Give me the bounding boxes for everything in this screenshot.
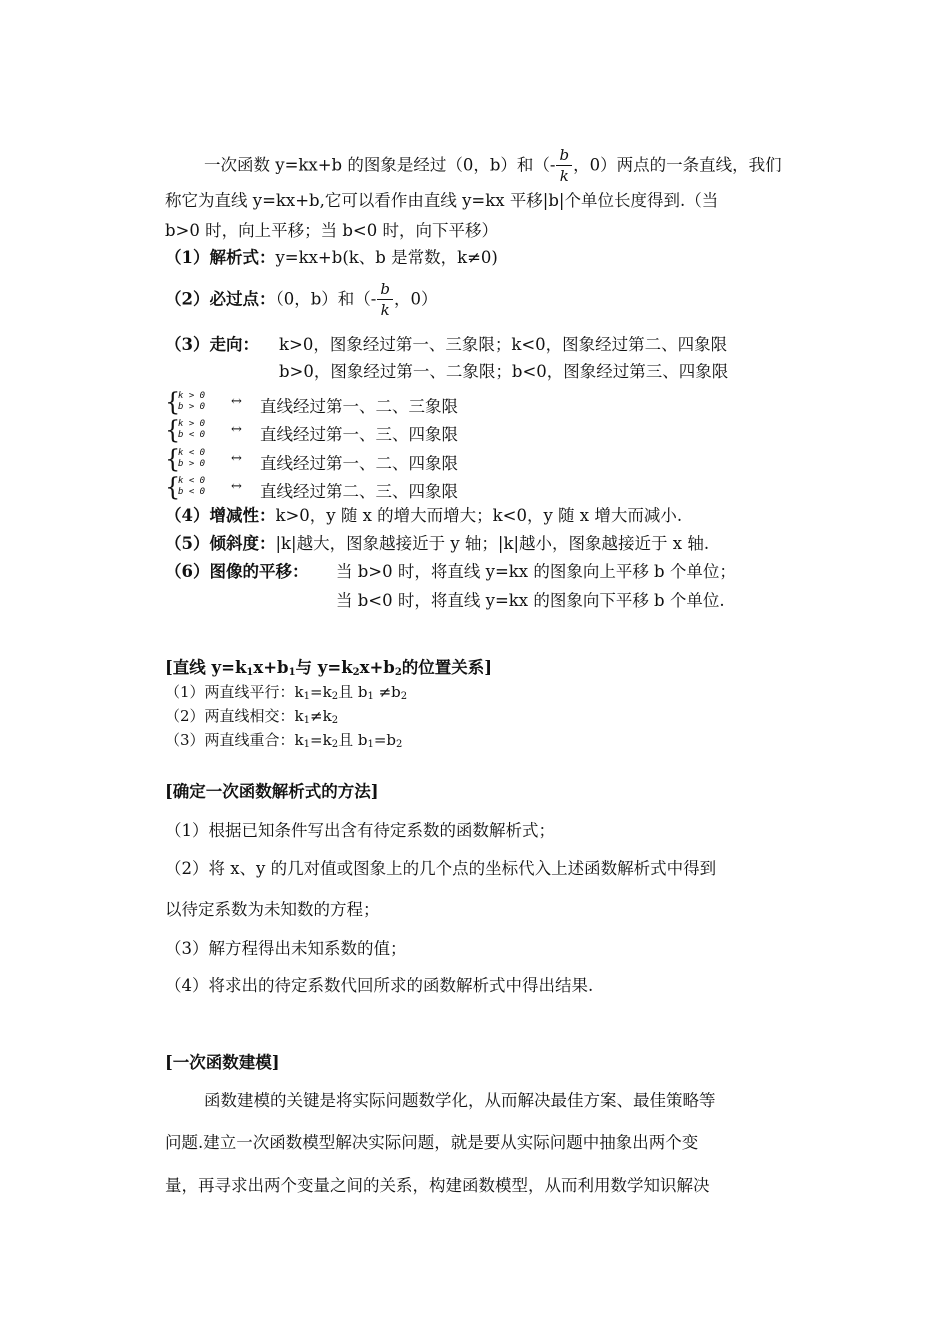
fraction-numerator: b — [556, 148, 572, 166]
heading-text: x+b — [359, 658, 395, 677]
direction-line-k: k>0，图象经过第一、三象限；k<0，图象经过第二、四象限 — [279, 335, 728, 354]
property-monotonicity — [165, 508, 682, 525]
subscript: 1 — [367, 739, 374, 750]
quadrant-text: 直线经过第二、三、四象限 — [260, 482, 458, 501]
condition-b: b > 0 — [178, 459, 206, 469]
quadrant-text: 直线经过第一、二、三象限 — [260, 397, 458, 416]
relation-text: ≠b — [373, 683, 401, 701]
property-direction — [165, 337, 259, 354]
subscript: 1 — [303, 739, 311, 750]
heading-text: x+b — [253, 658, 289, 677]
model-heading: [一次函数建模] — [165, 1053, 280, 1072]
method-step-4: （4）将求出的待定系数代回所求的函数解析式中得出结果. — [165, 976, 594, 995]
double-arrow-icon: ↔ — [231, 394, 242, 409]
heading-text: 的位置关系] — [401, 658, 493, 677]
model-line-3: 量，再寻求出两个变量之间的关系，构建函数模型，从而利用数学知识解决 — [165, 1176, 710, 1195]
property-text: y=kx+b(k、b 是常数，k≠0) — [275, 248, 498, 267]
intro-text: 一次函数 y=kx+b 的图象是经过（0，b）和（- — [204, 155, 556, 175]
relation-text: 且 b — [338, 731, 368, 749]
condition-b: b < 0 — [178, 430, 206, 440]
property-label: （2）必过点： — [165, 289, 276, 309]
heading-text: [直线 y=k — [165, 658, 247, 677]
heading-text: 与 y=k — [295, 658, 353, 677]
intro-line-3: b>0 时，向上平移；当 b<0 时，向下平移） — [165, 221, 499, 240]
property-label: （3）走向： — [165, 335, 259, 354]
translation-line-down: 当 b<0 时，将直线 y=kx 的图象向下平移 b 个单位. — [336, 591, 725, 610]
condition-k: k < 0 — [178, 448, 206, 458]
double-arrow-icon: ↔ — [231, 451, 242, 466]
quadrant-text: 直线经过第一、三、四象限 — [260, 425, 458, 444]
translation-line-up: 当 b>0 时，将直线 y=kx 的图象向上平移 b 个单位； — [336, 562, 736, 581]
relation-text: ≠k — [310, 707, 332, 725]
fraction-b-over-k — [556, 148, 572, 184]
property-label: （6）图像的平移： — [165, 562, 309, 581]
method-heading: [确定一次函数解析式的方法] — [165, 782, 379, 801]
relation-text: （2）两直线相交：k — [165, 707, 304, 725]
model-line-2: 问题.建立一次函数模型解决实际问题，就是要从实际问题中抽象出两个变 — [165, 1133, 699, 1152]
subscript: 2 — [400, 691, 408, 702]
subscript: 1 — [288, 667, 296, 678]
relation-text: （1）两直线平行：k — [165, 683, 304, 701]
method-step-2-cont: 以待定系数为未知数的方程； — [165, 900, 380, 919]
condition-b: b > 0 — [178, 402, 206, 412]
method-step-1: （1）根据已知条件写出含有待定系数的函数解析式； — [165, 821, 555, 840]
intro-line-2: 称它为直线 y=kx+b,它可以看作由直线 y=kx 平移|b|个单位长度得到.（当 — [165, 191, 719, 210]
subscript: 2 — [394, 667, 402, 678]
property-fixed-points — [165, 282, 437, 318]
relation-text: =b — [373, 731, 396, 749]
subscript: 1 — [246, 667, 254, 678]
property-text: |k|越大，图象越接近于 y 轴；|k|越小，图象越接近于 x 轴. — [275, 534, 710, 553]
relation-text: =k — [310, 731, 332, 749]
condition-k: k > 0 — [178, 391, 206, 401]
relation-text: 且 b — [338, 683, 368, 701]
method-step-3: （3）解方程得出未知系数的值； — [165, 939, 407, 958]
property-label: （4）增减性： — [165, 506, 276, 525]
brace-icon: { — [165, 415, 181, 445]
subscript: 2 — [395, 739, 403, 750]
fraction-b-over-k — [377, 282, 393, 318]
fraction-denominator: k — [559, 167, 569, 185]
relation-heading — [165, 660, 492, 678]
brace-icon: { — [165, 444, 181, 474]
brace-icon: { — [165, 472, 181, 502]
double-arrow-icon: ↔ — [231, 422, 242, 437]
property-steepness — [165, 536, 709, 553]
model-line-1: 函数建模的关键是将实际问题数学化，从而解决最佳方案、最佳策略等 — [204, 1091, 716, 1110]
property-analytic-form — [165, 250, 498, 267]
property-translation — [165, 564, 308, 581]
intro-text: ，0）两点的一条直线，我们 — [573, 155, 782, 175]
property-label: （5）倾斜度： — [165, 534, 276, 553]
subscript: 1 — [367, 691, 374, 702]
property-text: k>0，y 随 x 的增大而增大；k<0，y 随 x 增大而减小. — [275, 506, 683, 525]
relation-item-coincide — [165, 733, 402, 750]
subscript: 2 — [331, 739, 339, 750]
condition-k: k > 0 — [178, 419, 206, 429]
subscript: 2 — [331, 715, 339, 726]
relation-item-parallel — [165, 685, 407, 702]
double-arrow-icon: ↔ — [231, 479, 242, 494]
direction-line-b: b>0，图象经过第一、二象限；b<0，图象经过第三、四象限 — [279, 362, 729, 381]
fraction-denominator: k — [380, 301, 390, 319]
condition-b: b < 0 — [178, 487, 206, 497]
relation-text: =k — [310, 683, 332, 701]
relation-text: （3）两直线重合：k — [165, 731, 304, 749]
brace-icon: { — [165, 387, 181, 417]
property-text: （0，b）和（- — [275, 289, 377, 309]
property-label: （1）解析式： — [165, 248, 276, 267]
property-text: ，0） — [393, 289, 438, 309]
subscript: 1 — [303, 715, 311, 726]
condition-k: k < 0 — [178, 476, 206, 486]
subscript: 2 — [352, 667, 360, 678]
relation-item-intersect — [165, 709, 338, 726]
quadrant-text: 直线经过第一、二、四象限 — [260, 454, 458, 473]
subscript: 1 — [303, 691, 311, 702]
method-step-2: （2）将 x、y 的几对值或图象上的几个点的坐标代入上述函数解析式中得到 — [165, 859, 717, 878]
intro-line-1 — [204, 148, 782, 184]
subscript: 2 — [331, 691, 339, 702]
fraction-numerator: b — [377, 282, 393, 300]
